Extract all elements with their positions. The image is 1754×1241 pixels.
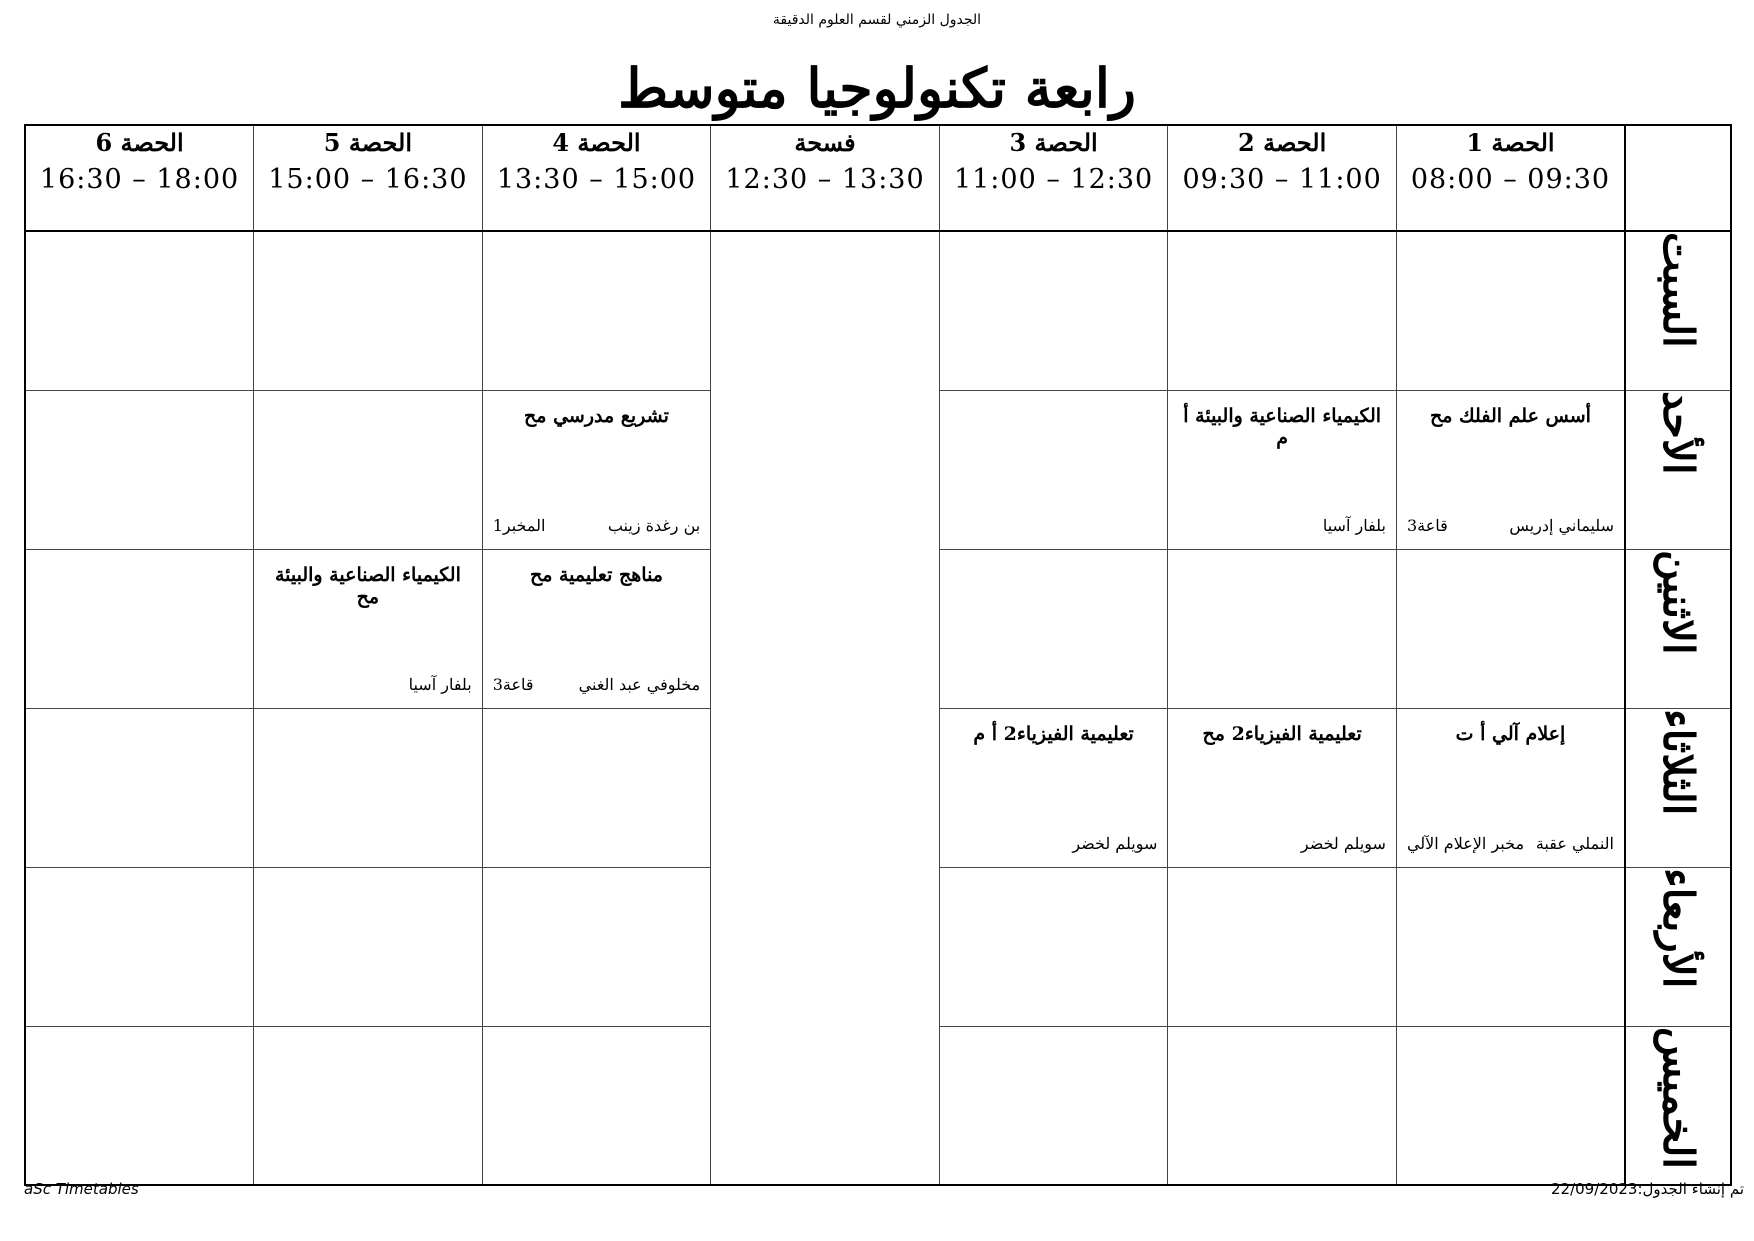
lesson-title: أسس علم الفلك مح [1429,404,1591,427]
lesson-teacher: سويلم لخضر [1300,833,1386,853]
day-name: الأحد [1654,390,1703,475]
lesson-teacher: بلفار آسيا [1322,515,1386,535]
timetable-cell [1168,231,1397,390]
lesson-cell [1396,708,1625,867]
period-name: الحصة 5 [323,128,413,157]
period-header [1168,125,1397,231]
timetable-cell [1168,549,1397,708]
timetable-cell [482,867,711,1026]
timetable-cell [1396,231,1625,390]
day-name: الأربعاء [1654,867,1703,988]
lesson-cell [254,549,483,708]
timetable-cell [1396,1026,1625,1185]
period-header [939,125,1168,231]
lesson-teacher: سليماني إدريس [1509,515,1614,535]
periods-header-row [25,125,1731,231]
period-time: 11:00 – 12:30 [953,164,1154,195]
day-label-cell [1625,549,1731,708]
period-time: 09:30 – 11:00 [1182,164,1382,195]
period-header [1396,125,1625,231]
lesson-cell [482,549,711,708]
lesson-teacher: بلفار آسيا [408,674,472,694]
timetable-cell [25,390,254,549]
timetable-cell [482,708,711,867]
day-name: السبت [1654,232,1703,348]
timetable-cell [254,390,483,549]
lesson-room: مخبر الإعلام الآلي [1406,833,1525,853]
period-name: الحصة 3 [1009,128,1098,157]
timetable-caption: الجدول الزمني لقسم العلوم الدقيقة [772,12,982,28]
lesson-room: قاعة3 [492,674,534,694]
period-header [482,125,711,231]
lesson-cell [1396,390,1625,549]
timetable-cell [939,390,1168,549]
lesson-title: إعلام آلي أ ت [1455,722,1566,745]
period-name: الحصة 6 [95,128,184,157]
lesson-teacher: النملي عقبة [1535,833,1614,853]
lesson-title: الكيمياء الصناعية والبيئة مح [274,563,461,608]
lesson-title: الكيمياء الصناعية والبيئة أ م [1183,404,1382,449]
period-header [25,125,254,231]
day-label-cell [1625,1026,1731,1185]
timetable-cell [1396,867,1625,1026]
day-label-cell [1625,231,1731,390]
period-time: 08:00 – 09:30 [1410,164,1611,195]
day-label-cell [1625,708,1731,867]
period-time: 13:30 – 15:00 [496,164,697,195]
day-name: الاثنين [1654,549,1703,655]
timetable-cell [939,1026,1168,1185]
lesson-teacher: سويلم لخضر [1072,833,1158,853]
day-label-cell [1625,867,1731,1026]
period-time: 15:00 – 16:30 [268,164,468,195]
timetable-cell [1168,1026,1397,1185]
day-label-cell [1625,390,1731,549]
page-title: رابعة تكنولوجيا متوسط [618,56,1136,120]
lesson-title: تشريع مدرسي مح [524,404,669,427]
lesson-teacher: بن رغدة زينب [607,515,701,535]
day-name: الثلاثاء [1654,708,1703,815]
lesson-room: قاعة3 [1406,515,1448,535]
timetable [24,124,1732,1186]
lesson-cell [1168,390,1397,549]
timetable-cell [939,549,1168,708]
timetable-cell [254,708,483,867]
timetable-cell [939,231,1168,390]
break-header [711,125,940,231]
period-name: الحصة 4 [552,128,641,157]
period-name: فسحة [794,128,856,157]
lesson-cell [482,390,711,549]
lesson-teacher: مخلوفي عبد الغني [578,674,701,694]
timetable-cell [254,231,483,390]
period-name: الحصة 2 [1238,128,1327,157]
timetable-cell [25,708,254,867]
lesson-title: مناهج تعليمية مح [529,563,663,586]
lesson-cell [1168,708,1397,867]
break-column [711,231,940,1185]
timetable-cell [482,231,711,390]
period-time: 12:30 – 13:30 [725,164,925,195]
period-header [254,125,483,231]
period-name: الحصة 1 [1466,128,1555,157]
timetable-cell [1396,549,1625,708]
timetable-cell [25,231,254,390]
timetable-cell [1168,867,1397,1026]
lesson-cell [939,708,1168,867]
timetable-cell [25,549,254,708]
timetable-cell [254,1026,483,1185]
timetable-cell [254,867,483,1026]
lesson-title: تعليمية الفيزياء2 أ م [973,722,1134,745]
timetable-cell [25,1026,254,1185]
lesson-title: تعليمية الفيزياء2 مح [1202,722,1362,745]
timetable-cell [25,867,254,1026]
timetable-cell [939,867,1168,1026]
creation-date: تم إنشاء الجدول:22/09/2023 [1551,1180,1744,1198]
period-time: 16:30 – 18:00 [39,164,240,195]
day-name: الخميس [1654,1026,1703,1169]
day-row [25,231,1731,390]
lesson-room: المخبر1 [492,515,546,535]
brand-label: aSc Timetables [24,1180,139,1198]
corner-cell [1625,125,1731,231]
timetable-cell [482,1026,711,1185]
